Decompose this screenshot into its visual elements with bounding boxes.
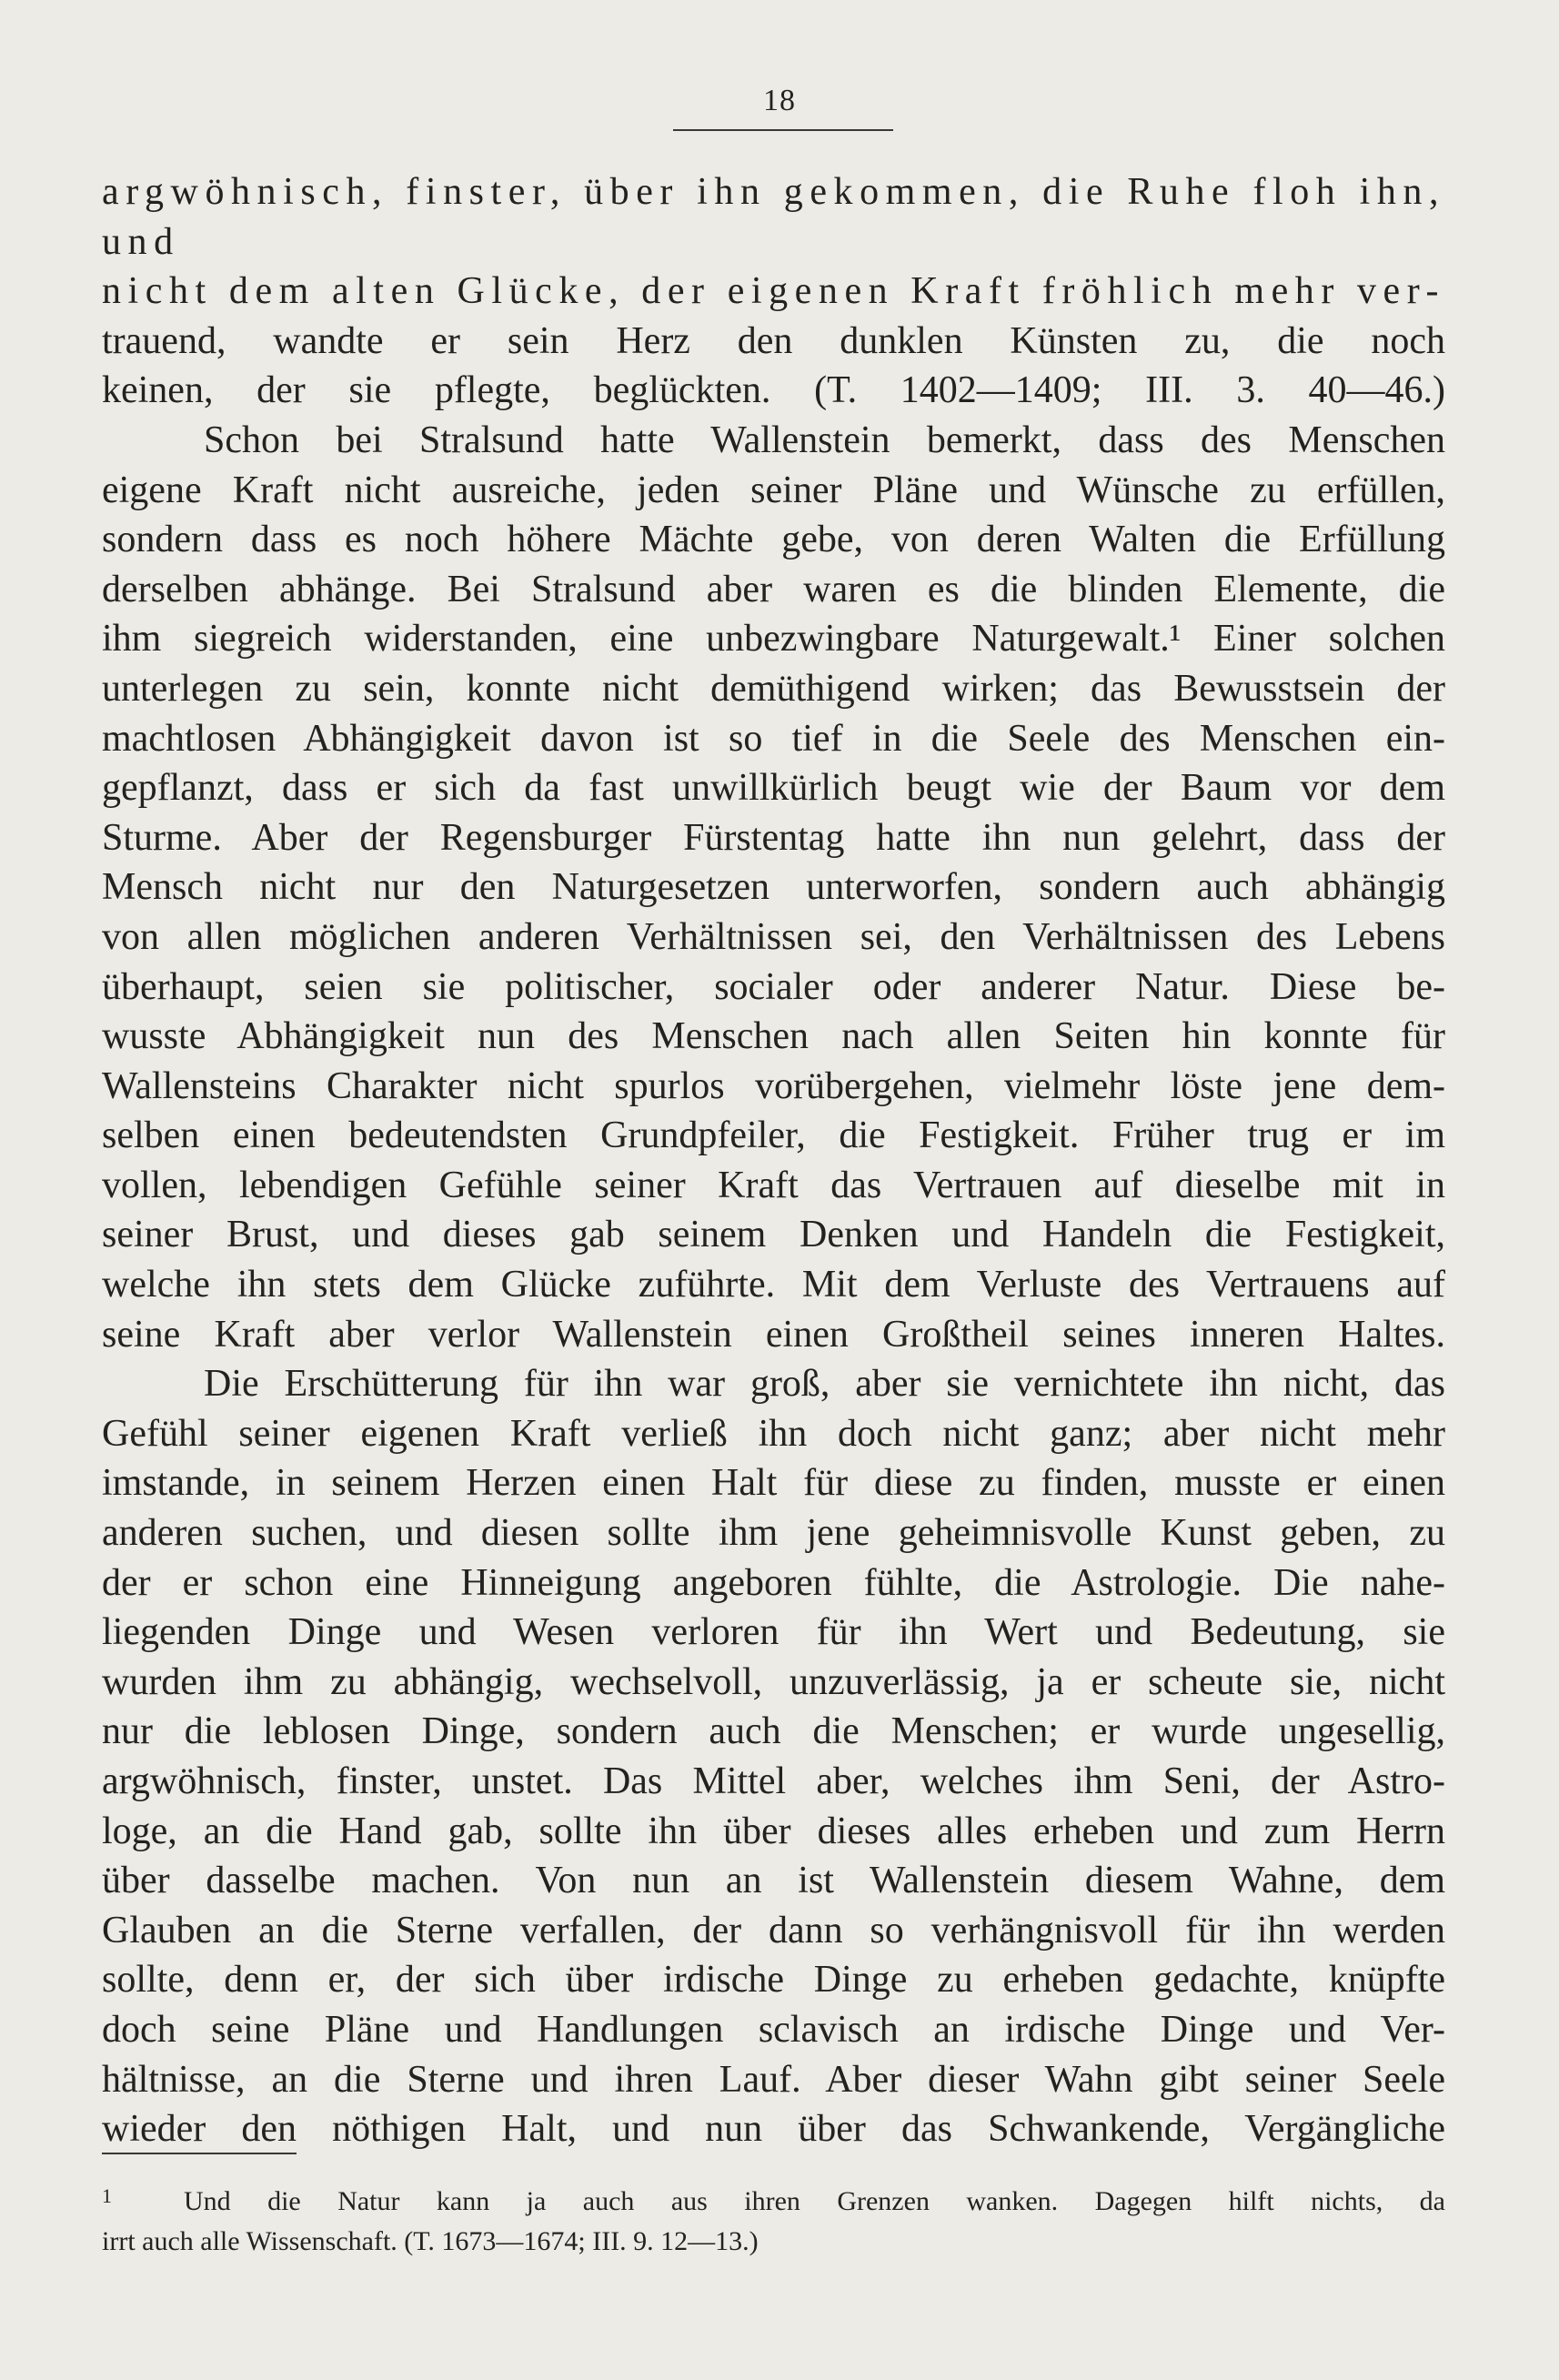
text-line-27: anderen suchen, und diesen sollte ihm jene geheimnisvolle Kunst geben, zu <box>102 1512 1445 1555</box>
text-line-30: wurden ihm zu abhängig, wechselvoll, unzuverlässig, ja er scheute sie, nicht <box>102 1660 1445 1703</box>
text-line-36: sollte, denn er, der sich über irdische Dinge zu erheben gedachte, knüpfte <box>102 1959 1445 2002</box>
text-line-38: hältnisse, an die Sterne und ihren Lauf. Aber dieser Wahn gibt seiner Seele <box>102 2058 1445 2101</box>
text-line-5: Schon bei Stralsund hatte Wallenstein bemerkt, dass des Menschen <box>204 419 1445 461</box>
footnote-marker: 1 <box>102 2184 112 2207</box>
paragraph-2 <box>102 416 1445 1359</box>
text-line-25: Gefühl seiner eigenen Kraft verließ ihn doch nicht ganz; aber nicht mehr <box>102 1412 1445 1455</box>
text-line-12: gepflanzt, dass er sich da fast unwillkürlich beugt wie der Baum vor dem <box>102 767 1445 810</box>
text-line-26: imstande, in seinem Herzen einen Halt für diese zu finden, musste er einen <box>102 1462 1445 1505</box>
text-line-21: seiner Brust, und dieses gab seinem Denken und Handeln die Festigkeit, <box>102 1214 1445 1256</box>
text-line-18: Wallensteins Charakter nicht spurlos vorübergehen, vielmehr löste jene dem- <box>102 1064 1445 1107</box>
text-line-31: nur die leblosen Dinge, sondern auch die Menschen; er wurde ungesellig, <box>102 1710 1445 1753</box>
text-line-29: liegenden Dinge und Wesen verloren für ihn Wert und Bedeutung, sie <box>102 1611 1445 1654</box>
text-line-13: Sturme. Aber der Regensburger Fürstentag hatte ihn nun gelehrt, dass der <box>102 816 1445 859</box>
text-line-8: derselben abhänge. Bei Stralsund aber waren es die blinden Elemente, die <box>102 568 1445 610</box>
text-line-22: welche ihn stets dem Glücke zuführte. Mit dem Verluste des Vertrauens auf <box>102 1264 1445 1306</box>
text-line-14: Mensch nicht nur den Naturgesetzen unterworfen, sondern auch abhängig <box>102 866 1445 909</box>
text-line-4: keinen, der sie pflegte, beglückten. (T. 1402—1409; III. 3. 40—46.) <box>102 369 1445 412</box>
text-line-32: argwöhnisch, finster, unstet. Das Mittel aber, welches ihm Seni, der Astro- <box>102 1760 1445 1802</box>
text-line-19: selben einen bedeutendsten Grundpfeiler, die Festigkeit. Früher trug er im <box>102 1114 1445 1157</box>
page-number: 18 <box>763 84 796 117</box>
text-line-3: trauend, wandte er sein Herz den dunklen Künsten zu, die noch <box>102 319 1445 362</box>
text-line-7: sondern dass es noch höhere Mächte gebe, von deren Walten die Erfüllung <box>102 519 1445 561</box>
text-line-39: wieder den nöthigen Halt, und nun über das Schwankende, Vergängliche <box>102 2108 1445 2151</box>
text-line-11: machtlosen Abhängigkeit davon ist so tief in die Seele des Menschen ein- <box>102 717 1445 760</box>
text-line-34: über dasselbe machen. Von nun an ist Wallenstein diesem Wahne, dem <box>102 1860 1445 1902</box>
text-line-20: vollen, lebendigen Gefühle seiner Kraft das Vertrauen auf dieselbe mit in <box>102 1164 1445 1206</box>
footnote-text-line-2: irrt auch alle Wissenschaft. (T. 1673—1674; III. 9. 12—13.) <box>102 2226 759 2256</box>
paragraph-3 <box>102 1359 1445 2154</box>
text-line-37: doch seine Pläne und Handlungen sclavisch an irdische Dinge und Ver- <box>102 2008 1445 2051</box>
text-line-10: unterlegen zu sein, konnte nicht demüthigend wirken; das Bewusstsein der <box>102 667 1445 710</box>
footnote-line-1 <box>102 2182 1445 2222</box>
text-line-15: von allen möglichen anderen Verhältnissen sei, den Verhältnissen des Lebens <box>102 915 1445 958</box>
footnote-rule <box>102 2153 297 2154</box>
main-text <box>102 167 1445 2154</box>
text-line-9: ihm siegreich widerstanden, eine unbezwingbare Naturgewalt.¹ Einer solchen <box>102 618 1445 661</box>
text-line-16: überhaupt, seien sie politischer, socialer oder anderer Natur. Diese be- <box>102 965 1445 1008</box>
text-line-28: der er schon eine Hinneigung angeboren fühlte, die Astrologie. Die nahe- <box>102 1561 1445 1604</box>
text-line-17: wusste Abhängigkeit nun des Menschen nach allen Seiten hin konnte für <box>102 1015 1445 1058</box>
text-line-6: eigene Kraft nicht ausreiche, jeden seiner Pläne und Wünsche zu erfüllen, <box>102 469 1445 511</box>
text-line-2: nicht dem alten Glücke, der eigenen Kraft fröhlich mehr ver- <box>102 270 1445 313</box>
text-line-24: Die Erschütterung für ihn war groß, aber sie vernichtete ihn nicht, das <box>204 1363 1445 1406</box>
text-line-33: loge, an die Hand gab, sollte ihn über dieses alles erheben und zum Herrn <box>102 1810 1445 1852</box>
text-line-23: seine Kraft aber verlor Wallenstein einen Großtheil seines inneren Haltes. <box>102 1313 1445 1356</box>
page-number-rule <box>673 129 893 131</box>
footnote <box>102 2182 1445 2262</box>
footnote-text-line-1: Und die Natur kann ja auch aus ihren Grenzen wanken. Dagegen hilft nichts, da <box>184 2186 1445 2216</box>
text-line-35: Glauben an die Sterne verfallen, der dann so verhängnisvoll für ihn werden <box>102 1909 1445 1951</box>
paragraph-1 <box>102 167 1445 416</box>
text-line-1: argwöhnisch, finster, über ihn gekommen, die Ruhe floh ihn, und <box>102 171 1445 263</box>
